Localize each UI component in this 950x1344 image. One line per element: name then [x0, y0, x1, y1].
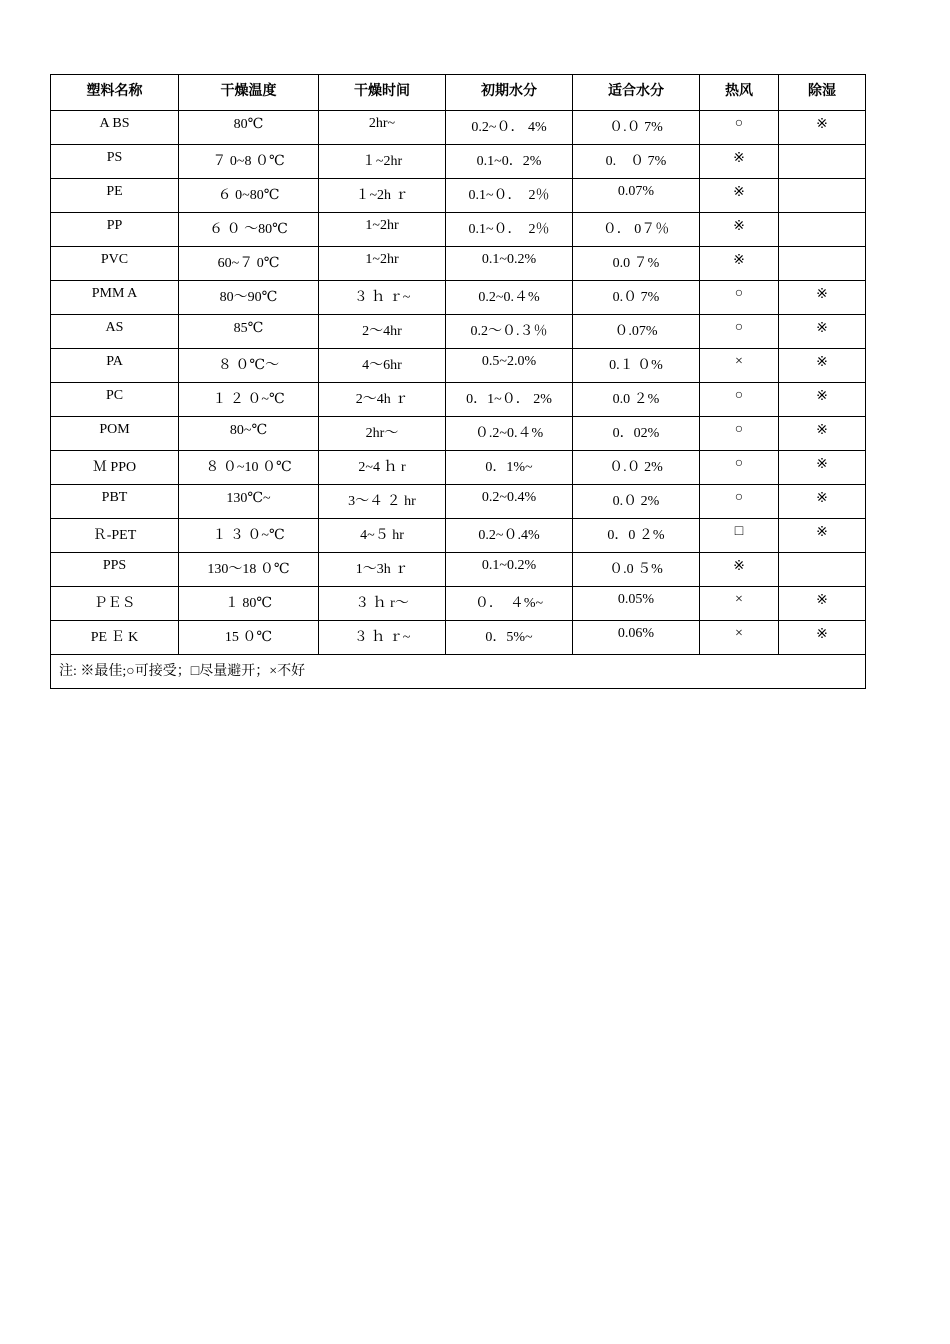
header-suitable-moisture: 适合水分	[573, 75, 700, 111]
table-body	[51, 111, 866, 655]
cell-hot-air: ○	[700, 451, 779, 485]
cell-initial-moisture: 0.1~0.2%	[446, 553, 573, 587]
table-row	[51, 587, 866, 621]
header-initial-moisture: 初期水分	[446, 75, 573, 111]
cell-initial-moisture: 0.2～０.３％	[446, 315, 573, 349]
cell-suitable-moisture: 0.0 ７%	[573, 247, 700, 281]
cell-hot-air: ○	[700, 417, 779, 451]
cell-drying-time: １~2h ｒ	[319, 179, 446, 213]
cell-suitable-moisture: 0.06%	[573, 621, 700, 655]
cell-drying-time: 3～４ ２ hr	[319, 485, 446, 519]
cell-initial-moisture: 0.1~０． 2％	[446, 179, 573, 213]
cell-dehumidify: ※	[779, 417, 866, 451]
table-row	[51, 349, 866, 383]
cell-plastic-name: PPS	[51, 553, 179, 587]
cell-hot-air: ○	[700, 315, 779, 349]
cell-drying-temperature: ８ ０~10 ０℃	[179, 451, 319, 485]
cell-initial-moisture: 0.2~０.4%	[446, 519, 573, 553]
cell-plastic-name: PE Ｅ K	[51, 621, 179, 655]
cell-drying-time: １~2hr	[319, 145, 446, 179]
cell-drying-time: 1~2hr	[319, 247, 446, 281]
cell-dehumidify	[779, 213, 866, 247]
note-row	[51, 655, 866, 689]
cell-plastic-name: AS	[51, 315, 179, 349]
cell-dehumidify: ※	[779, 587, 866, 621]
cell-plastic-name: PMM A	[51, 281, 179, 315]
cell-drying-time: ３ ｈ ｒ~	[319, 621, 446, 655]
cell-drying-time: 2hr~	[319, 111, 446, 145]
table-row	[51, 383, 866, 417]
table-row	[51, 315, 866, 349]
cell-suitable-moisture: 0.07%	[573, 179, 700, 213]
cell-hot-air: ※	[700, 213, 779, 247]
cell-plastic-name: Ｒ-PET	[51, 519, 179, 553]
cell-plastic-name: PP	[51, 213, 179, 247]
cell-dehumidify	[779, 145, 866, 179]
cell-hot-air: ※	[700, 179, 779, 213]
table-row	[51, 111, 866, 145]
cell-initial-moisture: 0.5~2.0%	[446, 349, 573, 383]
table-row	[51, 485, 866, 519]
cell-initial-moisture: 0.1~0.2%	[446, 247, 573, 281]
table-row	[51, 621, 866, 655]
cell-drying-time: 1~2hr	[319, 213, 446, 247]
cell-initial-moisture: 0.1~0．2%	[446, 145, 573, 179]
cell-dehumidify: ※	[779, 485, 866, 519]
cell-dehumidify: ※	[779, 519, 866, 553]
cell-drying-temperature: ６ ０ ～80℃	[179, 213, 319, 247]
cell-drying-temperature: 85℃	[179, 315, 319, 349]
cell-suitable-moisture: ０． 0７％	[573, 213, 700, 247]
cell-drying-temperature: 15 ０℃	[179, 621, 319, 655]
cell-suitable-moisture: 0.１ ０%	[573, 349, 700, 383]
cell-suitable-moisture: 0.05%	[573, 587, 700, 621]
cell-suitable-moisture: 0.０ 7%	[573, 281, 700, 315]
cell-dehumidify	[779, 247, 866, 281]
cell-drying-time: 2～4h ｒ	[319, 383, 446, 417]
cell-drying-temperature: ８ ０℃～	[179, 349, 319, 383]
table-row	[51, 213, 866, 247]
cell-drying-temperature: １ ３ ０~℃	[179, 519, 319, 553]
cell-suitable-moisture: ０.07%	[573, 315, 700, 349]
cell-plastic-name: A BS	[51, 111, 179, 145]
header-plastic-name: 塑料名称	[51, 75, 179, 111]
cell-suitable-moisture: ０.0 ５%	[573, 553, 700, 587]
cell-drying-temperature: 80℃	[179, 111, 319, 145]
header-drying-temperature: 干燥温度	[179, 75, 319, 111]
cell-drying-temperature: 60~７ 0℃	[179, 247, 319, 281]
cell-hot-air: □	[700, 519, 779, 553]
cell-hot-air: ×	[700, 587, 779, 621]
table-row	[51, 145, 866, 179]
cell-hot-air: ×	[700, 621, 779, 655]
cell-hot-air: ※	[700, 553, 779, 587]
cell-drying-time: 4~５ hr	[319, 519, 446, 553]
cell-plastic-name: ＰＥＳ	[51, 587, 179, 621]
cell-suitable-moisture: 0．02%	[573, 417, 700, 451]
cell-plastic-name: PC	[51, 383, 179, 417]
table-row	[51, 247, 866, 281]
cell-plastic-name: PVC	[51, 247, 179, 281]
cell-dehumidify: ※	[779, 315, 866, 349]
cell-dehumidify: ※	[779, 111, 866, 145]
header-drying-time: 干燥时间	[319, 75, 446, 111]
cell-hot-air: ○	[700, 111, 779, 145]
cell-plastic-name: PE	[51, 179, 179, 213]
cell-initial-moisture: 0．5%~	[446, 621, 573, 655]
cell-drying-temperature: 130～18 ０℃	[179, 553, 319, 587]
cell-drying-temperature: 80~℃	[179, 417, 319, 451]
cell-dehumidify: ※	[779, 349, 866, 383]
cell-initial-moisture: 0.2~0.4%	[446, 485, 573, 519]
cell-drying-temperature: 130℃~	[179, 485, 319, 519]
table-row	[51, 417, 866, 451]
table-row	[51, 179, 866, 213]
cell-hot-air: ○	[700, 281, 779, 315]
cell-drying-temperature: ７ 0~8 ０℃	[179, 145, 319, 179]
cell-hot-air: ○	[700, 383, 779, 417]
table-row	[51, 519, 866, 553]
drying-conditions-table	[50, 74, 866, 689]
cell-suitable-moisture: ０.０ 2%	[573, 451, 700, 485]
cell-plastic-name: POM	[51, 417, 179, 451]
cell-suitable-moisture: 0.０ 2%	[573, 485, 700, 519]
cell-suitable-moisture: 0.0 ２%	[573, 383, 700, 417]
cell-drying-time: 2~4 ｈ r	[319, 451, 446, 485]
cell-initial-moisture: 0．1%~	[446, 451, 573, 485]
legend-note: 注: ※最佳;○可接受；□尽量避开；×不好	[51, 655, 866, 689]
cell-drying-temperature: 80～90℃	[179, 281, 319, 315]
header-dehumidify: 除湿	[779, 75, 866, 111]
cell-hot-air: ○	[700, 485, 779, 519]
cell-drying-temperature: １ 80℃	[179, 587, 319, 621]
cell-suitable-moisture: ０.０ 7%	[573, 111, 700, 145]
cell-initial-moisture: 0.1~０． 2％	[446, 213, 573, 247]
cell-hot-air: ×	[700, 349, 779, 383]
cell-dehumidify: ※	[779, 451, 866, 485]
cell-dehumidify: ※	[779, 281, 866, 315]
cell-initial-moisture: 0.2~0.４%	[446, 281, 573, 315]
table-row	[51, 553, 866, 587]
cell-initial-moisture: 0.2~０． 4%	[446, 111, 573, 145]
cell-drying-time: ３ ｈ r～	[319, 587, 446, 621]
cell-plastic-name: PBT	[51, 485, 179, 519]
header-hot-air: 热风	[700, 75, 779, 111]
cell-dehumidify	[779, 179, 866, 213]
cell-initial-moisture: 0．1~０． 2%	[446, 383, 573, 417]
cell-drying-time: 2～4hr	[319, 315, 446, 349]
cell-plastic-name: Ｍ PPO	[51, 451, 179, 485]
cell-drying-time: 2hr～	[319, 417, 446, 451]
cell-dehumidify	[779, 553, 866, 587]
cell-initial-moisture: ０． ４%~	[446, 587, 573, 621]
cell-initial-moisture: ０.2~0.４%	[446, 417, 573, 451]
cell-drying-temperature: ６ 0~80℃	[179, 179, 319, 213]
cell-dehumidify: ※	[779, 383, 866, 417]
cell-suitable-moisture: 0. ０ 7%	[573, 145, 700, 179]
cell-drying-time: ３ ｈ ｒ~	[319, 281, 446, 315]
cell-plastic-name: PA	[51, 349, 179, 383]
cell-dehumidify: ※	[779, 621, 866, 655]
cell-suitable-moisture: 0．0 ２%	[573, 519, 700, 553]
cell-drying-time: 1～3h ｒ	[319, 553, 446, 587]
cell-hot-air: ※	[700, 247, 779, 281]
header-row	[51, 75, 866, 111]
cell-drying-time: 4～6hr	[319, 349, 446, 383]
table-row	[51, 281, 866, 315]
table-row	[51, 451, 866, 485]
cell-hot-air: ※	[700, 145, 779, 179]
cell-drying-temperature: １ ２ ０~℃	[179, 383, 319, 417]
cell-plastic-name: PS	[51, 145, 179, 179]
